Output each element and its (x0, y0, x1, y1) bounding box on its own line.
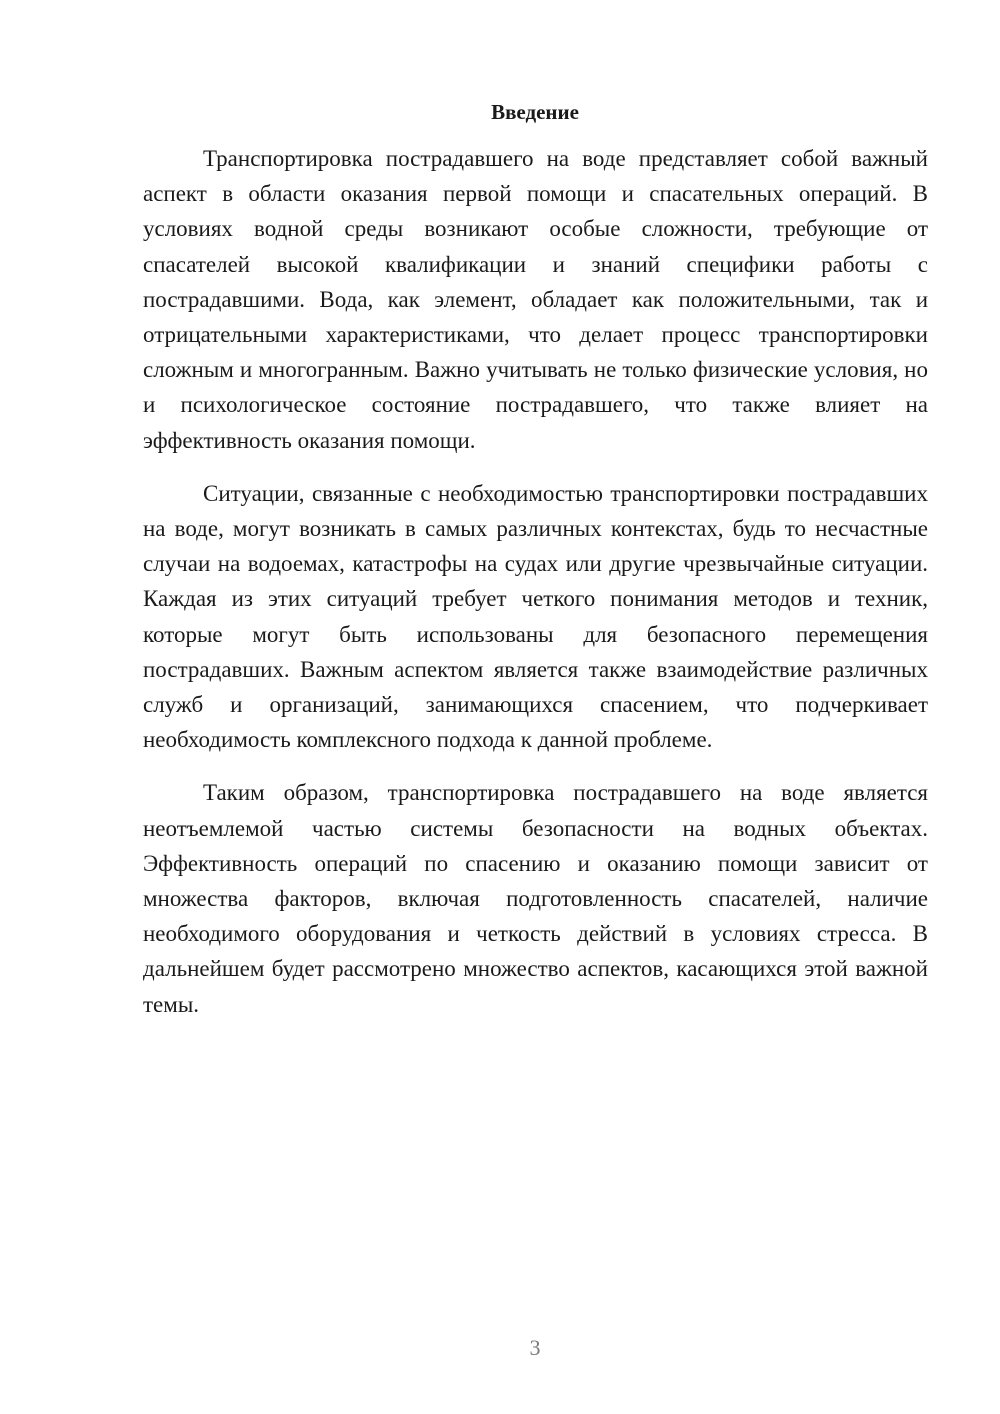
paragraph-1: Транспортировка пострадавшего на воде представляет собой важный аспект в области оказания первой помощи и спасательных операций. В условиях водной среды возникают особые сложности, требующие от спасателей высокой квалификации и знаний специфики работы с пострадавшими. Вода, как элемент, обладает как положительными, так и отрицательными характеристиками, что делает процесс транспортировки сложным и многогранным. Важно учитывать не только физические условия, но и психологическое состояние пострадавшего, что также влияет на эффективность оказания помощи. (143, 146, 928, 453)
paragraph-3: Таким образом, транспортировка пострадавшего на воде является неотъемлемой частью системы безопасности на водных объектах. Эффективность операций по спасению и оказанию помощи зависит от множества факторов, включая подготовленность спасателей, наличие необходимого оборудования и четкость действий в условиях стресса. В дальнейшем будет рассмотрено множество аспектов, касающихся этой важной темы. (143, 780, 928, 1017)
page-title: Введение (491, 100, 579, 124)
paragraph-2: Ситуации, связанные с необходимостью транспортировки пострадавших на воде, могут возникать в самых различных контекстах, будь то несчастные случаи на водоемах, катастрофы на судах или другие чрезвычайные ситуации. Каждая из этих ситуаций требует четкого понимания методов и техник, которые могут быть использованы для безопасного перемещения пострадавших. Важным аспектом является также взаимодействие различных служб и организаций, занимающихся спасением, что подчеркивает необходимость комплексного подхода к данной проблеме. (143, 480, 928, 753)
page-number: 3 (529, 1335, 541, 1360)
body-text (143, 141, 928, 1040)
